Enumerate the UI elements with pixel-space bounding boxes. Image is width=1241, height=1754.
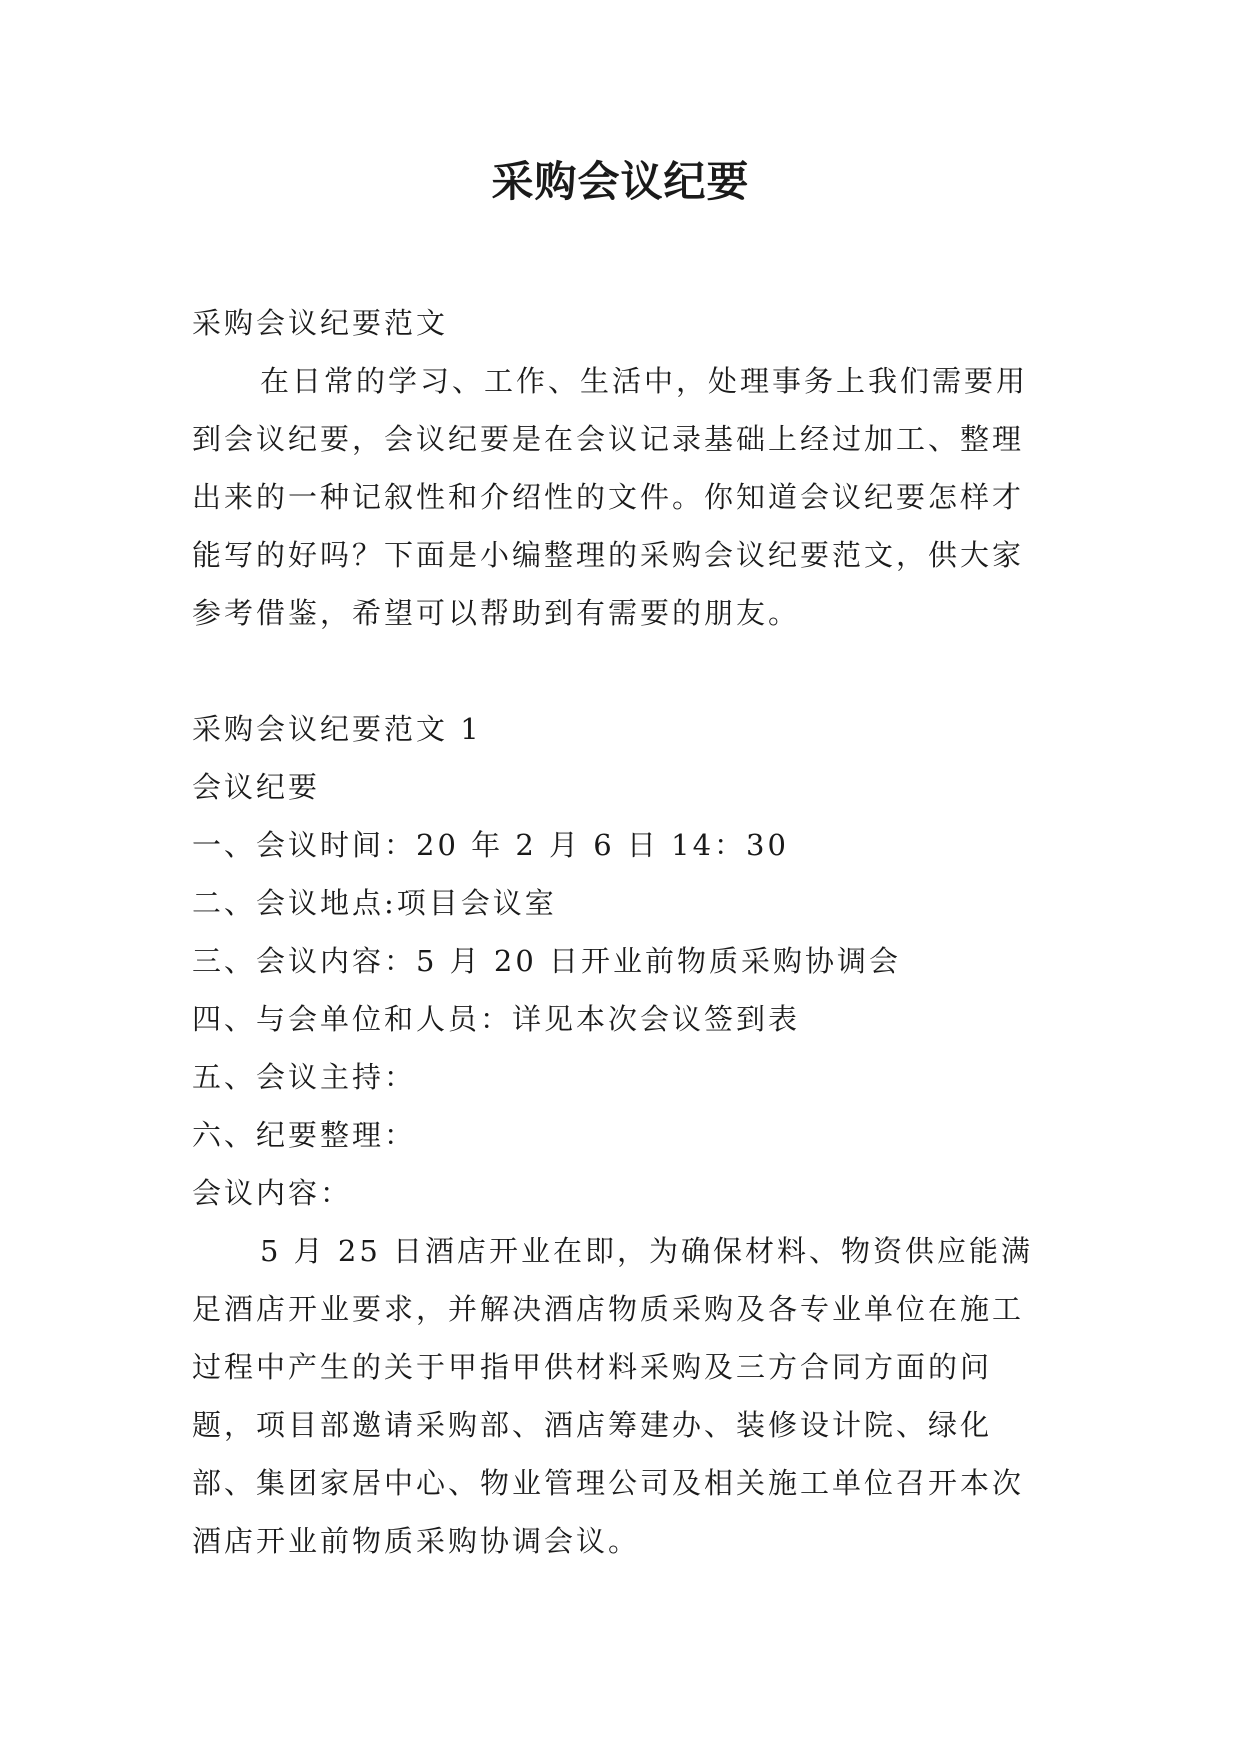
intro-paragraph: 在日常的学习、工作、生活中，处理事务上我们需要用到会议纪要，会议纪要是在会议记录基础上经过加工、整理出来的一种记叙性和介绍性的文件。你知道会议纪要怎样才能写的好吗？下面是小编整理的采购会议纪要范文，供大家参考借鉴，希望可以帮助到有需要的朋友。 bbox=[192, 364, 1029, 630]
sample-heading: 采购会议纪要范文 1 bbox=[192, 712, 482, 746]
document-title: 采购会议纪要 bbox=[491, 157, 750, 206]
body-paragraph: 5 月 25 日酒店开业在即，为确保材料、物资供应能满足酒店开业要求，并解决酒店物质采购及各专业单位在施工过程中产生的关于甲指甲供材料采购及三方合同方面的问题，项目部邀请采购部、酒店筹建办、装修设计院、绿化部、集团家居中心、物业管理公司及相关施工单位召开本次酒店开业前物质采购协调会议。 bbox=[192, 1234, 1034, 1558]
meeting-topic-item: 三、会议内容：5 月 20 日开业前物质采购协调会 bbox=[192, 944, 902, 978]
document-body bbox=[192, 294, 1052, 1570]
section-heading: 采购会议纪要范文 bbox=[192, 306, 449, 340]
attendees-item: 四、与会单位和人员：详见本次会议签到表 bbox=[192, 1002, 801, 1036]
paragraph-spacer bbox=[192, 642, 1052, 700]
minutes-label: 会议纪要 bbox=[192, 770, 321, 804]
content-label: 会议内容： bbox=[192, 1176, 353, 1210]
host-item: 五、会议主持： bbox=[192, 1060, 417, 1094]
minutes-writer-item: 六、纪要整理： bbox=[192, 1118, 417, 1152]
meeting-time-item: 一、会议时间：20 年 2 月 6 日 14：30 bbox=[192, 828, 789, 862]
meeting-location-item: 二、会议地点:项目会议室 bbox=[192, 886, 557, 920]
